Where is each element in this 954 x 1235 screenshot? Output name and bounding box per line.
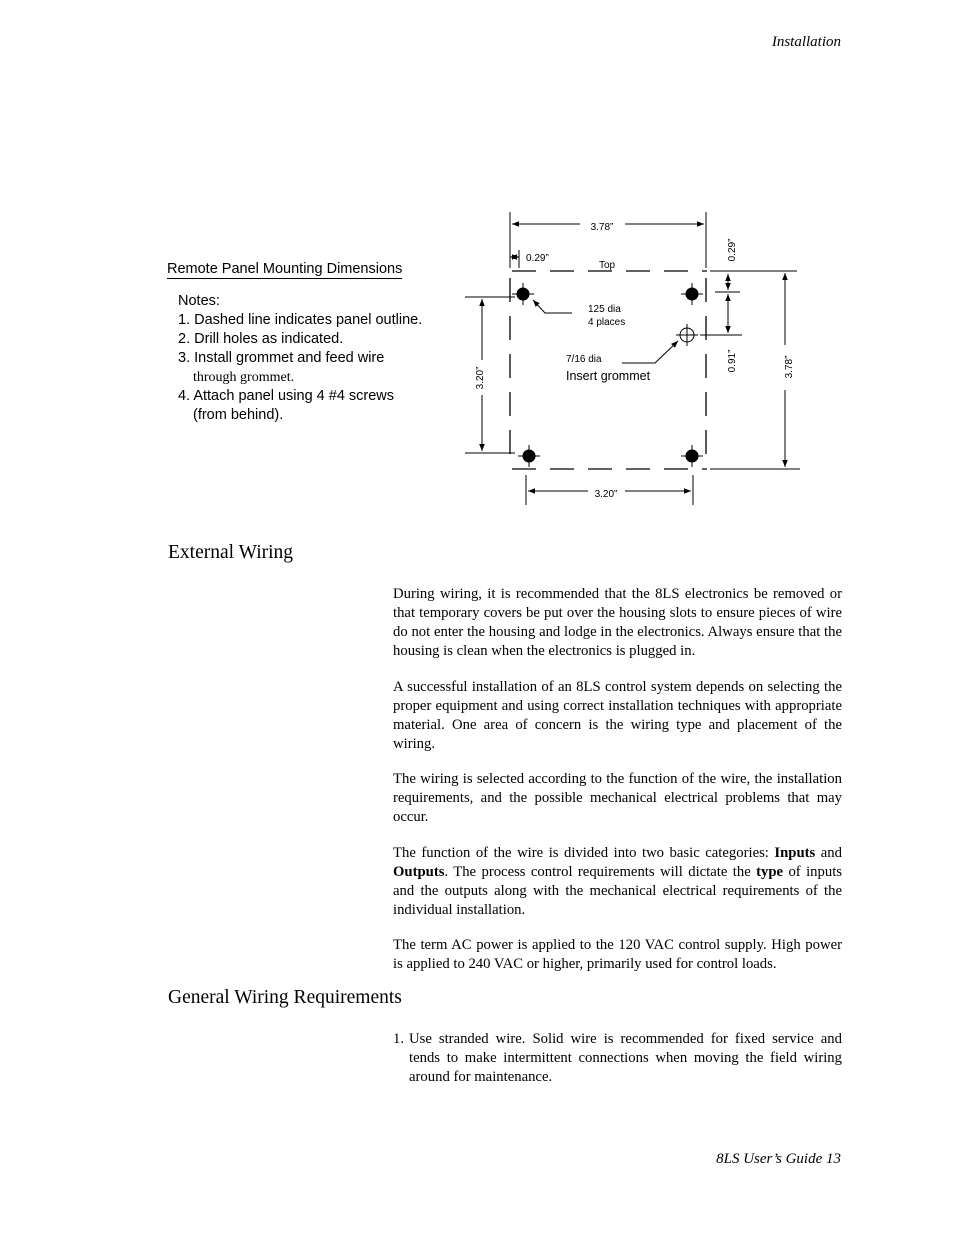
note-item: 2. Drill holes as indicated. bbox=[178, 331, 344, 347]
note-item-continuation: through grommet. bbox=[193, 370, 295, 385]
paragraph: The wiring is selected according to the function of the wire, the installation requirements, and the possible mechanical electrical problems that may occur. bbox=[393, 771, 842, 825]
running-header: Installation bbox=[771, 34, 841, 50]
leader-grommet bbox=[622, 341, 678, 363]
dim-right-top-label: 0.29” bbox=[727, 238, 738, 262]
grommet-label: Insert grommet bbox=[566, 369, 651, 383]
section-heading: External Wiring bbox=[168, 542, 294, 563]
paragraph: During wiring, it is recommended that the 8LS electronics be removed or that temporary covers be put over the housing slots to ensure pieces of wire do not enter the housing and lodge in the electronics. Always ensure that the housing is clean when the electronics is plugged in. bbox=[393, 586, 842, 659]
notes-heading: Notes: bbox=[178, 293, 220, 309]
inputs-term: Inputs bbox=[774, 844, 816, 861]
list-number: 1. bbox=[393, 1031, 405, 1047]
mounting-diagram bbox=[0, 0, 954, 520]
page-footer: 8LS User’s Guide 13 bbox=[716, 1151, 841, 1167]
paragraph: The function of the wire is divided into two basic categories: Inputs and Outputs. The process control requirements will dictate the type of inputs and the outputs along with the mechanical electrical requirements of the individual installation. bbox=[393, 844, 842, 918]
external-wiring-body bbox=[393, 585, 842, 991]
dim-right-label: 3.78” bbox=[784, 355, 795, 379]
top-label: Top bbox=[599, 260, 616, 271]
dim-left-label: 3.20” bbox=[475, 366, 486, 390]
grommet-dia-label: 7/16 dia bbox=[566, 354, 602, 365]
dim-offset-label: 0.29” bbox=[526, 253, 549, 264]
dim-top-label: 3.78” bbox=[590, 222, 614, 233]
paragraph: The term AC power is applied to the 120 VAC control supply. High power is applied to 240 VAC or higher, primarily used for control loads. bbox=[393, 937, 842, 972]
note-item: 4. Attach panel using 4 #4 screws bbox=[178, 388, 395, 404]
hole-dia-label: 125 dia bbox=[588, 304, 621, 315]
note-item-continuation: (from behind). bbox=[193, 407, 284, 423]
list-item bbox=[393, 1030, 842, 1087]
figure-title: Remote Panel Mounting Dimensions bbox=[167, 261, 403, 277]
dim-grommet-label: 0.91” bbox=[727, 349, 738, 373]
list-text: Use stranded wire. Solid wire is recommended for fixed service and tends to make intermittent connections when moving the field wiring around for maintenance. bbox=[409, 1031, 842, 1085]
leader-hole bbox=[533, 300, 572, 313]
type-term: type bbox=[756, 863, 784, 880]
outputs-term: Outputs bbox=[393, 863, 445, 880]
note-item: 3. Install grommet and feed wire bbox=[178, 350, 385, 366]
note-item: 1. Dashed line indicates panel outline. bbox=[178, 312, 423, 328]
section-heading: General Wiring Requirements bbox=[168, 987, 402, 1008]
hole-places-label: 4 places bbox=[588, 317, 626, 328]
dim-bottom-label: 3.20” bbox=[594, 489, 618, 500]
paragraph: A successful installation of an 8LS control system depends on selecting the proper equipment and using correct installation techniques with appropriate material. One area of concern is the wiring type and placement of the wiring. bbox=[393, 678, 842, 752]
grommet-hole bbox=[676, 324, 698, 346]
